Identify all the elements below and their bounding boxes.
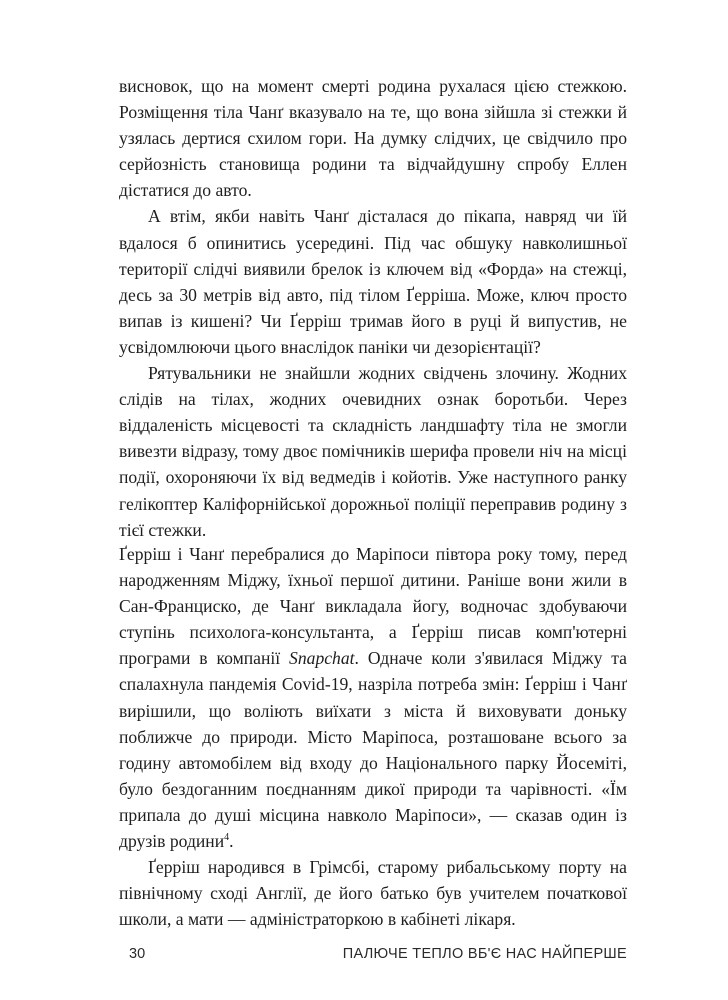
page-number: 30 [129, 946, 146, 962]
paragraph-2: А втім, якби навіть Чанґ дісталася до пікапа, навряд чи їй вдалося б опинитись усередині. Під час обшуку навколишньої території слідчі виявили брелок із ключем від «Форда» на стежці, десь за 30 метрів від авто, під тілом Ґерріша. Може, ключ просто випав із кишені? Чи Ґерріш тримав його в руці й випустив, не усвідомлюючи цього внаслідок паніки чи дезорієнтації? [119, 206, 627, 357]
paragraph-4-part-2: . Одначе коли з'явилася Міджу та спалахнула пандемія Covid-19, назріла потреба змін: Ґерріш і Чанґ вирішили, що воліють виїхати з міста й виховувати доньку поближче до природи. Місто Маріпоса, розташоване всього за годину автомобілем від входу до Національного парку Йосеміті, було бездоганним поєднанням дикої природи та чарівності. «Їм припала до душі місцина навколо Маріпоси», — сказав один із друзів родини [119, 648, 627, 852]
page-footer [119, 946, 627, 966]
footnote-marker: 4 [224, 832, 230, 844]
text-section-2 [119, 541, 627, 932]
text-section-1 [119, 73, 627, 543]
company-name-italic: Snapchat [289, 648, 355, 669]
paragraph-5: Ґерріш народився в Грімсбі, старому рибальському порту на північному сході Англії, де його батько був учителем початкової школи, а мати — адміністраторкою в кабінеті лікаря. [119, 857, 627, 930]
running-title: ПАЛЮЧЕ ТЕПЛО ВБ'Є НАС НАЙПЕРШЕ [342, 946, 627, 962]
paragraph-1: висновок, що на момент смерті родина рухалася цією стежкою. Розміщення тіла Чанґ вказувало на те, що вона зійшла зі стежки й узялась дертися схилом гори. На думку слідчих, це свідчило про серйозність становища родини та відчайдушну спробу Еллен дістатися до авто. [119, 76, 627, 201]
paragraph-4-end: . [229, 831, 234, 852]
paragraph-4-part-1: Ґерріш і Чанґ перебралися до Маріпоси півтора року тому, перед народженням Міджу, їхньої першої дитини. Раніше вони жили в Сан-Франциско, де Чанґ викладала йогу, водночас здобуваючи ступінь психолога-консультанта, а Ґерріш писав комп'ютерні програми в компанії [119, 544, 627, 669]
paragraph-3: Рятувальники не знайшли жодних свідчень злочину. Жодних слідів на тілах, жодних очевидних ознак боротьби. Через віддаленість місцевості та складність ландшафту тіла не змогли вивезти відразу, тому двоє помічників шерифа провели ніч на місці події, охороняючи їх від ведмедів і койотів. Уже наступного ранку гелікоптер Каліфорнійської дорожньої поліції переправив родину з тієї стежки. [119, 363, 627, 540]
paragraph-4 [119, 541, 627, 854]
